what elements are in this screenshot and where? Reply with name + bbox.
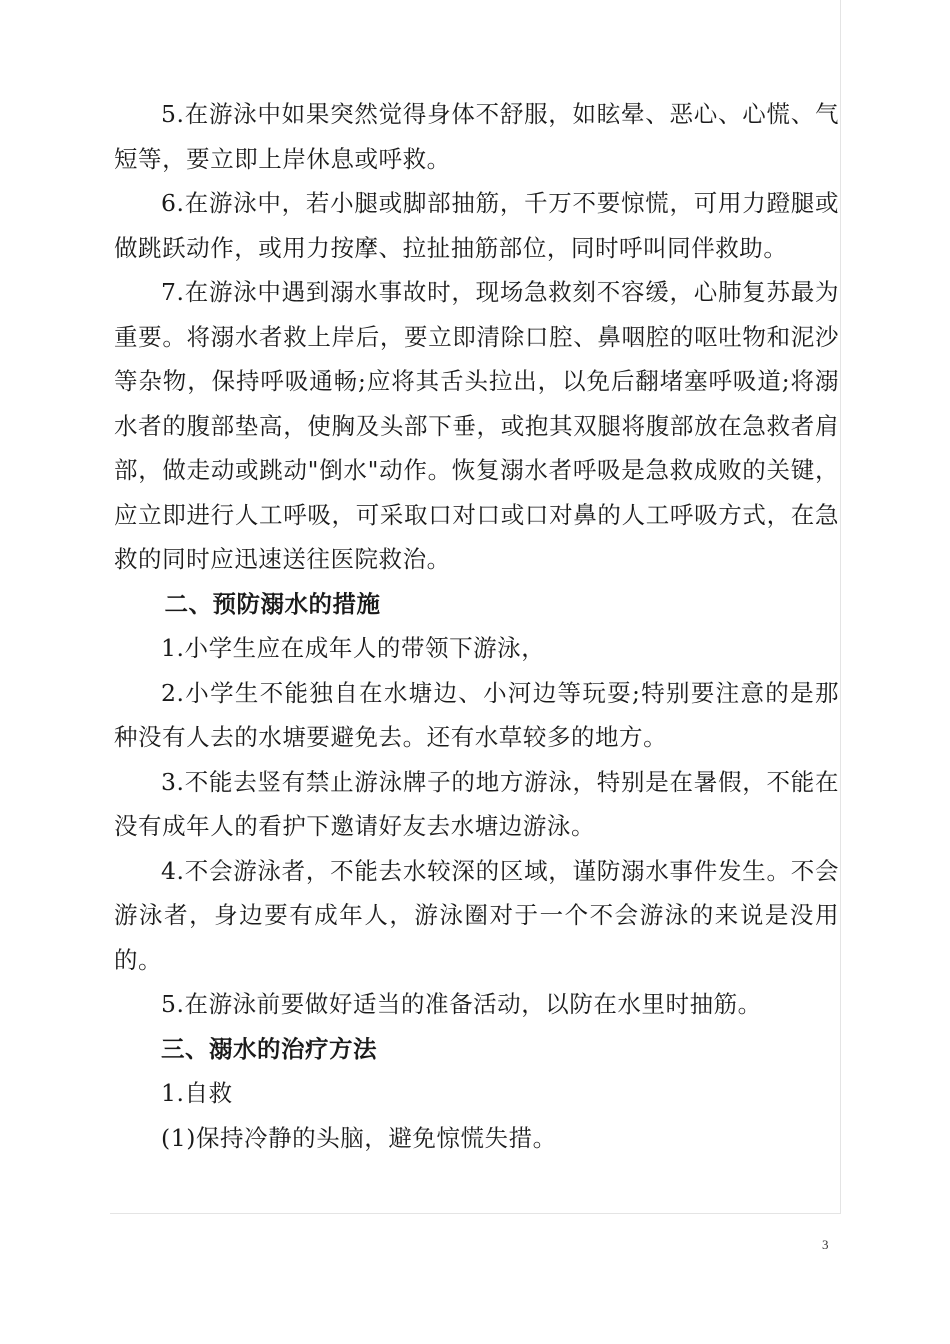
- page-number: 3: [822, 1237, 829, 1252]
- prevention-item-1: 1.小学生应在成年人的带领下游泳，: [161, 634, 546, 662]
- document-body: [114, 92, 839, 1160]
- prevention-item-2: 2.小学生不能独自在水塘边、小河边等玩耍;特别要注意的是那种没有人去的水塘要避免去。还有水草较多的地方。: [114, 678, 839, 751]
- paragraph-item-6: 6.在游泳中，若小腿或脚部抽筋，千万不要惊慌，可用力蹬腿或做跳跃动作，或用力按摩、拉扯抽筋部位，同时呼叫同伴救助。: [114, 189, 839, 262]
- section-heading-treatment: 三、溺水的治疗方法: [161, 1034, 377, 1063]
- prevention-item-5: 5.在游泳前要做好适当的准备活动，以防在水里时抽筋。: [161, 990, 762, 1018]
- prevention-item-3: 3.不能去竖有禁止游泳牌子的地方游泳，特别是在暑假，不能在没有成年人的看护下邀请好友去水塘边游泳。: [114, 767, 839, 840]
- prevention-item-4: 4.不会游泳者，不能去水较深的区域，谨防溺水事件发生。不会游泳者，身边要有成年人，游泳圈对于一个不会游泳的来说是没用的。: [114, 856, 839, 974]
- treatment-subitem-1: (1)保持冷静的头脑，避免惊慌失措。: [161, 1123, 557, 1152]
- section-heading-prevention: 二、预防溺水的措施: [164, 589, 381, 618]
- treatment-item-1: 1.自救: [161, 1079, 233, 1107]
- paragraph-item-7: 7.在游泳中遇到溺水事故时，现场急救刻不容缓，心肺复苏最为重要。将溺水者救上岸后，要立即清除口腔、鼻咽腔的呕吐物和泥沙等杂物，保持呼吸通畅;应将其舌头拉出，以免后翻堵塞呼吸道;将溺水者的腹部垫高，使胸及头部下垂，或抱其双腿将腹部放在急救者肩部，做走动或跳动"倒水"动作。恢复溺水者呼吸是急救成败的关键，应立即进行人工呼吸，可采取口对口或口对鼻的人工呼吸方式，在急救的同时应迅速送往医院救治。: [114, 278, 839, 573]
- paragraph-item-5: 5.在游泳中如果突然觉得身体不舒服，如眩晕、恶心、心慌、气短等，要立即上岸休息或呼救。: [114, 100, 839, 173]
